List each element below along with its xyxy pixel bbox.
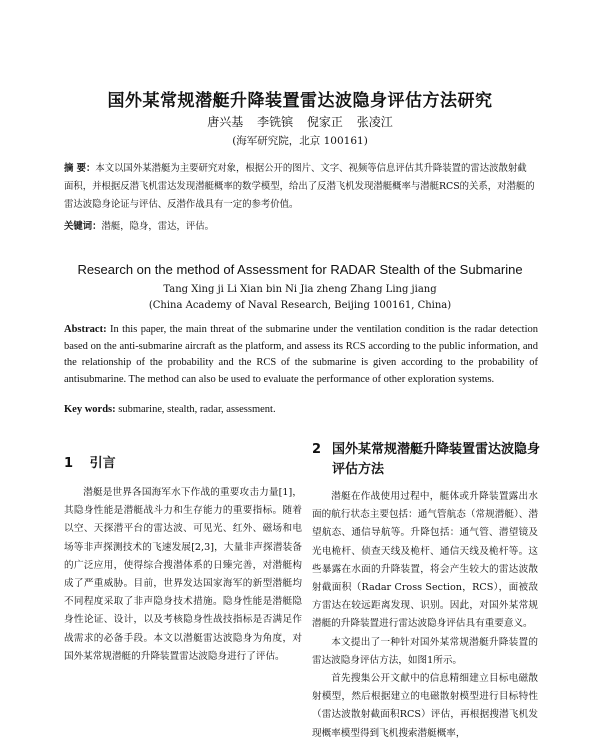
abstract-zh	[64, 160, 536, 214]
section-1-paragraph: 潜艇是世界各国海军水下作战的重要攻击力量[1]，其隐身性能是潜艇战斗力和生存能力的重要指标。随着以空、天探潜平台的雷达波、可见光、红外、磁场和电场等非声探测技术的飞速发展[2,3]，大量非声探潜装备的广泛应用，使得综合搜潜体系的日臻完善，对潜艇构成了严重威胁。目前，世界发达国家海军的新型潜艇均不同程度采取了非声隐身技术措施。隐身性能是潜艇隐身性论证、设计，以及考核隐身性战技指标是否满足作战需求的必备手段。本文以潜艇雷达波隐身为角度，对国外某常规潜艇的升降装置雷达波隐身进行了评估。	[64, 487, 302, 662]
section-2-number: 2	[312, 442, 322, 457]
section-2-heading	[312, 440, 542, 480]
section-1-heading	[64, 452, 116, 471]
abstract-zh-text: 本文以国外某潜艇为主要研究对象，根据公开的图片、文字、视频等信息评估其升降装置的雷达波散射截面积，并根据反潜飞机雷达发现潜艇概率的数学模型，给出了反潜飞机发现潜艇概率与潜艇RCS的关系，对潜艇的雷达波隐身论证与评估、反潜作战具有一定的参考价值。	[64, 163, 535, 210]
section-2-paragraph-3: 首先搜集公开文献中的信息精细建立目标电磁散射模型，然后根据建立的电磁散射模型进行目标特性（雷达波散射截面积RCS）评估，再根据搜潜飞机发现概率模型得到飞机搜索潜艇概率，	[312, 673, 538, 739]
section-2-title: 国外某常规潜艇升降装置雷达波隐身评估方法	[332, 442, 541, 477]
abstract-en-label: Abstract:	[64, 324, 107, 335]
affiliation-zh: (海军研究院，北京 100161)	[232, 135, 368, 147]
affiliation-en: (China Academy of Naval Research, Beijing 100161, China)	[148, 300, 452, 311]
abstract-zh-label: 摘 要：	[64, 163, 96, 174]
authors-en: Tang Xing ji Li Xian bin Ni Jia zheng Zhang Ling jiang	[163, 284, 437, 295]
keywords-en-label: Key words:	[64, 404, 116, 415]
keywords-en-text: submarine, stealth, radar, assessment.	[118, 404, 276, 415]
keywords-zh	[64, 218, 536, 232]
keywords-en	[64, 404, 538, 415]
abstract-en	[64, 322, 538, 388]
abstract-en-text: In this paper, the main threat of the submarine under the ventilation condition is the radar detection based on the anti-submarine aircraft as the platform, and assess its RCS according to the public information, and the relationship of the probability and the RCS of the submarine is given according to the probability of antisubmarine. The method can also be used to evaluate the performance of other exploration systems.	[64, 324, 538, 385]
keywords-zh-label: 关键词：	[64, 221, 102, 232]
keywords-zh-text: 潜艇，隐身，雷达，评估。	[101, 221, 215, 232]
title-zh: 国外某常规潜艇升降装置雷达波隐身评估方法研究	[107, 91, 493, 111]
title-en: Research on the method of Assessment for RADAR Stealth of the Submarine	[77, 262, 523, 277]
section-2-paragraph-1: 潜艇在作战使用过程中，艇体或升降装置露出水面的航行状态主要包括：通气管航态（常规潜艇）、潜望航态、通信导航等。升降包括：通气管、潜望镜及光电桅杆、侦查天线及桅杆、通信天线及桅杆等。这些暴露在水面的升降装置，将会产生较大的雷达波散射截面积（Radar Cross Section，RCS），面被敌方雷达在较远距离发现、识别。因此，对国外某常规潜艇的升降装置进行雷达波隐身评估具有重要意义。	[312, 491, 538, 630]
right-column	[312, 488, 538, 743]
section-1-number: 1	[64, 456, 74, 471]
authors-zh: 唐兴基 李铣镔 倪家正 张凌江	[207, 115, 393, 129]
section-1-title: 引言	[89, 456, 116, 471]
section-2-paragraph-2: 本文提出了一种针对国外某常规潜艇升降装置的雷达波隐身评估方法，如图1所示。	[312, 636, 538, 666]
left-column	[64, 484, 302, 666]
